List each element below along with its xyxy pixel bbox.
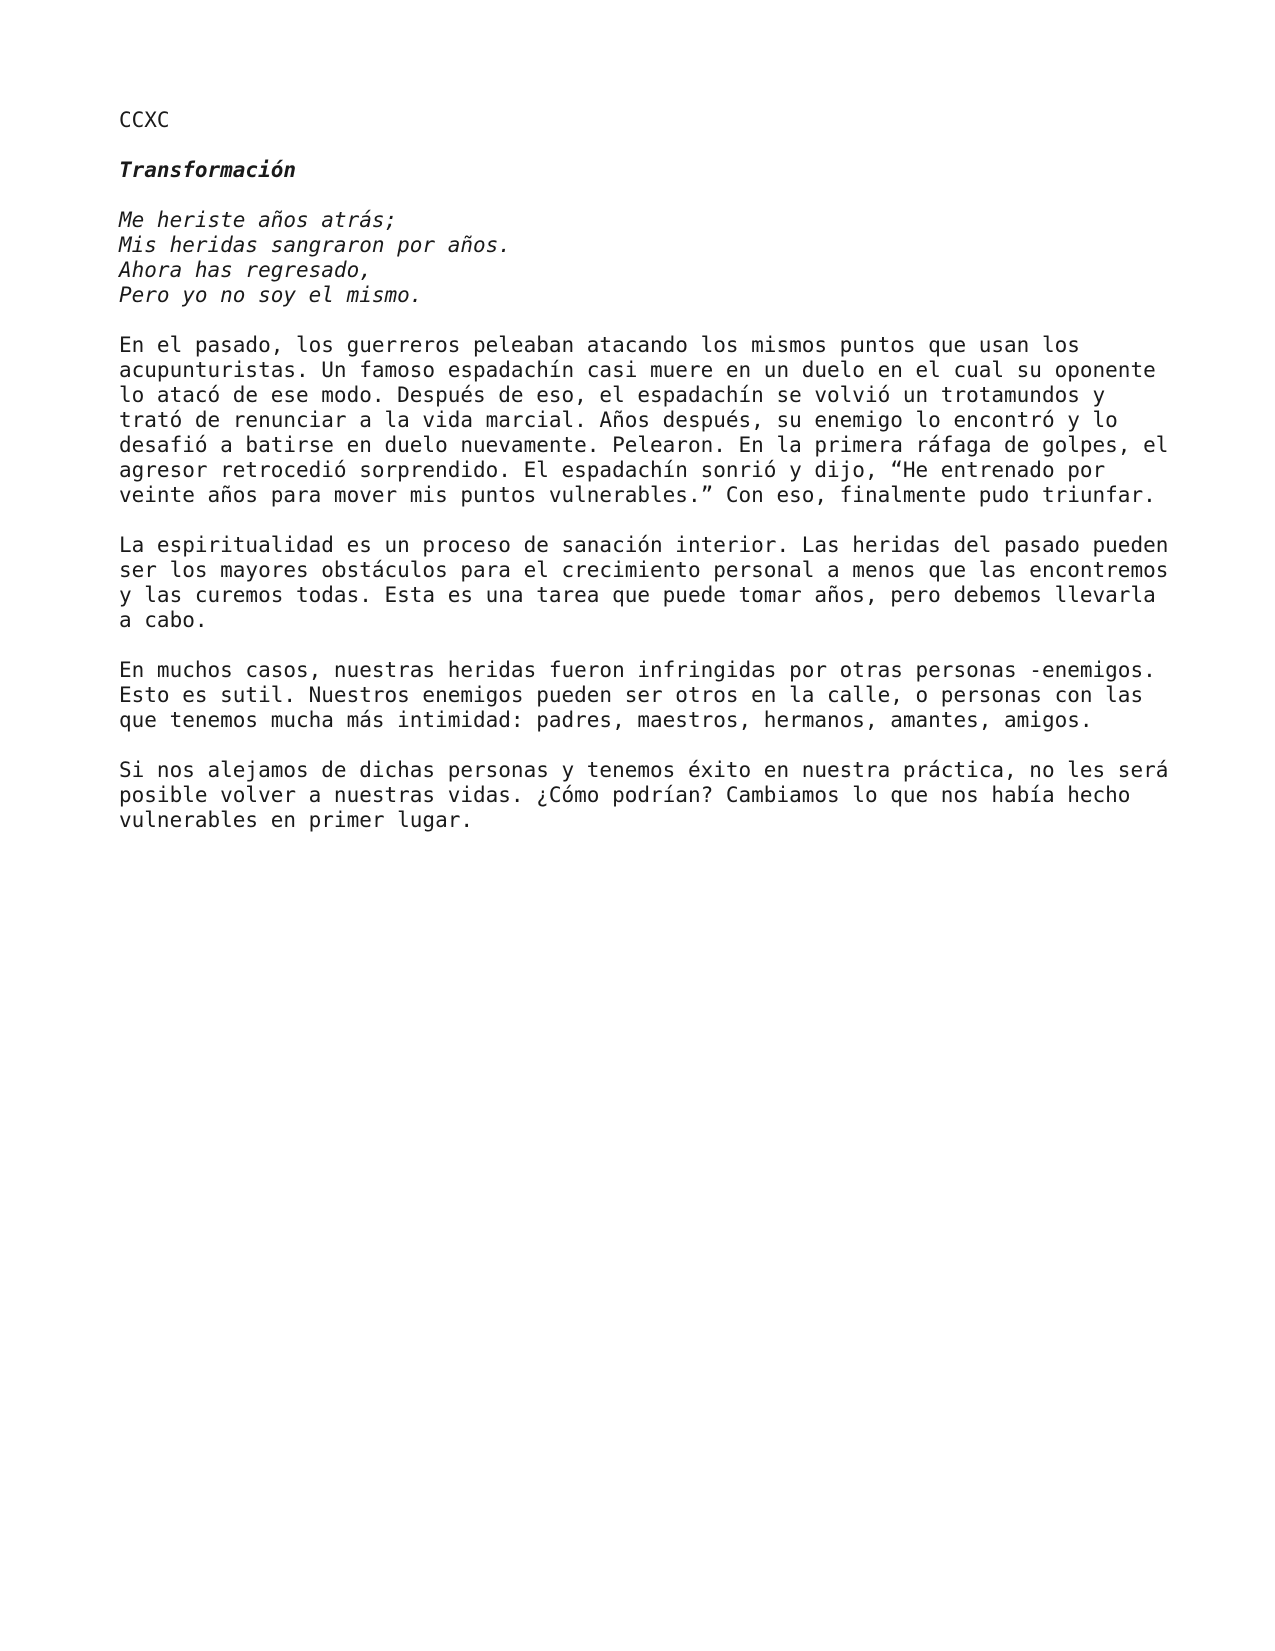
text-line: veinte años para mover mis puntos vulnerables.” Con eso, finalmente pudo triunfar. — [119, 483, 1156, 507]
text-line: desafió a batirse en duelo nuevamente. Pelearon. En la primera ráfaga de golpes, el — [119, 433, 1169, 457]
text-line: En el pasado, los guerreros peleaban atacando los mismos puntos que usan los — [119, 333, 1080, 357]
spacer — [119, 183, 1219, 208]
paragraph-2 — [119, 533, 1219, 633]
chapter-title: Transformación — [119, 158, 297, 182]
text-line: Si nos alejamos de dichas personas y tenemos éxito en nuestra práctica, no les será — [119, 758, 1169, 782]
document-page — [119, 108, 1219, 833]
paragraph-3 — [119, 658, 1219, 733]
text-line: a cabo. — [119, 608, 208, 632]
verse-line: Pero yo no soy el mismo. — [119, 283, 423, 307]
text-line: La espiritualidad es un proceso de sanación interior. Las heridas del pasado pueden — [119, 533, 1169, 557]
text-line: posible volver a nuestras vidas. ¿Cómo podrían? Cambiamos lo que nos había hecho — [119, 783, 1131, 807]
text-line: En muchos casos, nuestras heridas fueron infringidas por otras personas -enemigos. — [119, 658, 1156, 682]
paragraph-1 — [119, 333, 1219, 508]
text-line: Esto es sutil. Nuestros enemigos pueden ser otros en la calle, o personas con las — [119, 683, 1144, 707]
text-line: y las curemos todas. Esta es una tarea que puede tomar años, pero debemos llevarla — [119, 583, 1156, 607]
verse-line: Ahora has regresado, — [119, 258, 372, 282]
paragraph-4 — [119, 758, 1219, 833]
text-line: agresor retrocedió sorprendido. El espadachín sonrió y dijo, “He entrenado por — [119, 458, 1106, 482]
text-line: acupunturistas. Un famoso espadachín casi muere en un duelo en el cual su oponente — [119, 358, 1156, 382]
spacer — [119, 733, 1219, 758]
text-line: lo atacó de ese modo. Después de eso, el espadachín se volvió un trotamundos y — [119, 383, 1106, 407]
spacer — [119, 508, 1219, 533]
verse — [119, 208, 1219, 308]
spacer — [119, 133, 1219, 158]
chapter-number: CCXC — [119, 108, 170, 132]
text-line: trató de renunciar a la vida marcial. Años después, su enemigo lo encontró y lo — [119, 408, 1118, 432]
text-line: vulnerables en primer lugar. — [119, 808, 474, 832]
text-line: ser los mayores obstáculos para el crecimiento personal a menos que las encontremos — [119, 558, 1169, 582]
verse-line: Mis heridas sangraron por años. — [119, 233, 511, 257]
spacer — [119, 633, 1219, 658]
spacer — [119, 308, 1219, 333]
text-line: que tenemos mucha más intimidad: padres, maestros, hermanos, amantes, amigos. — [119, 708, 1093, 732]
verse-line: Me heriste años atrás; — [119, 208, 398, 232]
